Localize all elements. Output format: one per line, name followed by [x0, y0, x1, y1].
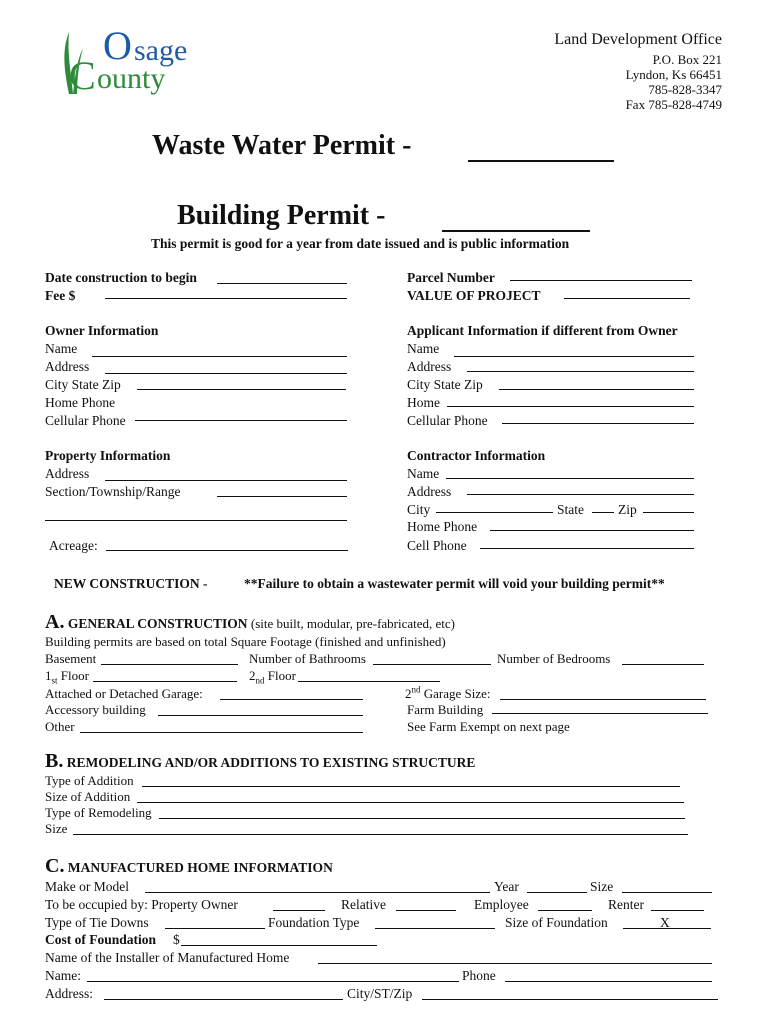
owner-name-field[interactable]	[92, 356, 347, 357]
accessory-label: Accessory building	[45, 702, 146, 717]
contractor-name-label: Name	[407, 466, 440, 481]
type-addition-field[interactable]	[142, 786, 680, 787]
contractor-state-label: State	[557, 502, 584, 517]
size-c-label: Size	[590, 879, 614, 894]
make-model-field[interactable]	[145, 892, 490, 893]
first-floor-field[interactable]	[93, 681, 237, 682]
installer-city-label: City/ST/Zip	[347, 986, 413, 1001]
section-b-title: REMODELING AND/OR ADDITIONS TO EXISTING STRUCTURE	[66, 755, 476, 770]
tie-downs-field[interactable]	[165, 928, 265, 929]
contractor-cell-field[interactable]	[480, 548, 694, 549]
type-remodel-field[interactable]	[159, 818, 685, 819]
property-address-field[interactable]	[105, 480, 347, 481]
first-floor-suffix: st	[51, 675, 58, 686]
owner-name-label: Name	[45, 341, 78, 356]
section-a-title: GENERAL CONSTRUCTION	[67, 616, 248, 631]
second-floor-word: Floor	[267, 668, 296, 683]
owner-address-field[interactable]	[105, 373, 347, 374]
type-addition-label: Type of Addition	[45, 773, 134, 788]
applicant-home-field[interactable]	[447, 406, 694, 407]
accessory-field[interactable]	[158, 715, 363, 716]
installer-phone-field[interactable]	[505, 981, 712, 982]
permit-subtitle: This permit is good for a year from date issued and is public information	[151, 236, 570, 251]
office-address-block	[554, 30, 722, 112]
contractor-address-field[interactable]	[467, 494, 694, 495]
contractor-cell-label: Cell Phone	[407, 538, 467, 553]
value-label: VALUE OF PROJECT	[407, 288, 541, 303]
cost-label: Cost of Foundation	[45, 932, 157, 947]
property-section-field-2[interactable]	[45, 520, 347, 521]
installer-address-label: Address:	[45, 986, 93, 1001]
section-a-note: (site built, modular, pre-fabricated, etc)	[250, 616, 456, 631]
acreage-field[interactable]	[106, 550, 348, 551]
contractor-zip-label: Zip	[618, 502, 637, 517]
farm-building-field[interactable]	[492, 713, 708, 714]
section-c-heading	[45, 856, 333, 878]
size-label: Size	[45, 821, 68, 836]
farm-building-label: Farm Building	[407, 702, 484, 717]
acreage-label: Acreage:	[49, 538, 98, 553]
waste-water-permit-title: Waste Water Permit -	[152, 130, 412, 161]
logo-letter-o: O	[103, 23, 132, 68]
contractor-zip-field[interactable]	[643, 512, 694, 513]
phone: 785-828-3347	[648, 82, 722, 97]
wastewater-warning: **Failure to obtain a wastewater permit will void your building permit**	[244, 576, 665, 591]
fax: Fax 785-828-4749	[625, 97, 722, 112]
applicant-name-field[interactable]	[454, 356, 694, 357]
occupied-label: To be occupied by: Property Owner	[45, 897, 238, 912]
size-addition-label: Size of Addition	[45, 789, 131, 804]
fee-field[interactable]	[105, 298, 347, 299]
foundation-size-x: X	[660, 915, 670, 930]
contractor-heading: Contractor Information	[407, 448, 546, 463]
contractor-city-label: City	[407, 502, 431, 517]
building-permit-number-line[interactable]	[442, 230, 590, 232]
property-heading: Property Information	[45, 448, 171, 463]
employee-field[interactable]	[538, 910, 592, 911]
renter-label: Renter	[608, 897, 644, 912]
logo-letter-c: C	[69, 53, 96, 98]
applicant-heading: Applicant Information if different from Owner	[407, 323, 678, 338]
first-floor-label	[45, 668, 89, 684]
second-floor-num: 2	[249, 668, 256, 683]
other-label: Other	[45, 719, 75, 734]
garage-field[interactable]	[220, 699, 363, 700]
second-floor-label	[249, 668, 296, 684]
foundation-size-label: Size of Foundation	[505, 915, 608, 930]
applicant-name-label: Name	[407, 341, 440, 356]
section-b-letter: B.	[45, 750, 64, 772]
owner-cell-field[interactable]	[135, 420, 347, 421]
tie-downs-label: Type of Tie Downs	[45, 915, 149, 930]
make-model-label: Make or Model	[45, 879, 129, 894]
property-address-label: Address	[45, 466, 90, 481]
year-label: Year	[494, 879, 519, 894]
section-a-letter: A.	[45, 611, 65, 633]
installer-city-field[interactable]	[422, 999, 718, 1000]
foundation-type-label: Foundation Type	[268, 915, 360, 930]
relative-field[interactable]	[396, 910, 456, 911]
size-c-field[interactable]	[622, 892, 712, 893]
bedrooms-label: Number of Bedrooms	[497, 651, 611, 666]
owner-city-field[interactable]	[137, 389, 346, 390]
applicant-address-field[interactable]	[467, 371, 694, 372]
owner-city-label: City State Zip	[45, 377, 121, 392]
farm-exempt-note: See Farm Exempt on next page	[407, 719, 570, 734]
contractor-address-label: Address	[407, 484, 452, 499]
second-garage-label	[405, 686, 491, 702]
date-begin-label: Date construction to begin	[45, 270, 197, 285]
property-section-field[interactable]	[217, 496, 347, 497]
foundation-type-field[interactable]	[375, 928, 495, 929]
installer-field[interactable]	[318, 963, 712, 964]
employee-label: Employee	[474, 897, 529, 912]
building-permit-title: Building Permit -	[177, 200, 386, 231]
second-floor-suffix: nd	[255, 675, 265, 686]
garage-label: Attached or Detached Garage:	[45, 686, 203, 701]
size-field[interactable]	[73, 834, 688, 835]
osage-county-logo	[55, 23, 225, 98]
bedrooms-field[interactable]	[622, 664, 704, 665]
applicant-home-label: Home	[407, 395, 440, 410]
applicant-address-label: Address	[407, 359, 452, 374]
installer-name-field[interactable]	[87, 981, 459, 982]
cost-field[interactable]	[181, 945, 377, 946]
parcel-label: Parcel Number	[407, 270, 495, 285]
second-garage-num: 2	[405, 686, 412, 701]
owner-heading: Owner Information	[45, 323, 159, 338]
renter-field[interactable]	[651, 910, 704, 911]
applicant-cell-label: Cellular Phone	[407, 413, 488, 428]
bathrooms-label: Number of Bathrooms	[249, 651, 366, 666]
contractor-home-label: Home Phone	[407, 519, 478, 534]
other-field[interactable]	[80, 732, 363, 733]
section-c-letter: C.	[45, 855, 65, 877]
parcel-field[interactable]	[510, 280, 692, 281]
section-b-heading	[45, 751, 475, 773]
second-garage-field[interactable]	[500, 699, 706, 700]
value-field[interactable]	[564, 298, 690, 299]
contractor-name-field[interactable]	[446, 478, 694, 479]
owner-home-label: Home Phone	[45, 395, 116, 410]
relative-label: Relative	[341, 897, 386, 912]
second-floor-field[interactable]	[298, 681, 440, 682]
installer-name-label: Name:	[45, 968, 81, 983]
property-owner-field[interactable]	[273, 910, 325, 911]
applicant-city-label: City State Zip	[407, 377, 483, 392]
square-footage-note: Building permits are based on total Square Footage (finished and unfinished)	[45, 634, 446, 649]
cost-dollar-sign: $	[173, 932, 180, 947]
office-name: Land Development Office	[554, 31, 722, 48]
owner-cell-label: Cellular Phone	[45, 413, 126, 428]
contractor-state-field[interactable]	[592, 512, 614, 513]
date-begin-field[interactable]	[217, 283, 347, 284]
installer-label: Name of the Installer of Manufactured Home	[45, 950, 290, 965]
bathrooms-field[interactable]	[373, 664, 491, 665]
year-field[interactable]	[527, 892, 587, 893]
logo-sage: sage	[134, 34, 188, 67]
applicant-city-field[interactable]	[499, 389, 694, 390]
section-a-heading	[45, 612, 455, 634]
installer-address-field[interactable]	[104, 999, 343, 1000]
waste-water-permit-number-line[interactable]	[468, 160, 614, 162]
owner-address-label: Address	[45, 359, 90, 374]
contractor-city-field[interactable]	[436, 512, 553, 513]
fee-label: Fee $	[45, 288, 76, 303]
logo-ounty: ounty	[97, 62, 166, 95]
second-garage-word: Garage Size:	[423, 686, 491, 701]
second-garage-suffix: nd	[411, 684, 421, 695]
city-state: Lyndon, Ks 66451	[625, 67, 722, 82]
size-addition-field[interactable]	[137, 802, 684, 803]
property-section-label: Section/Township/Range	[45, 484, 181, 499]
basement-label: Basement	[45, 651, 97, 666]
section-c-title: MANUFACTURED HOME INFORMATION	[67, 860, 333, 875]
installer-phone-label: Phone	[462, 968, 496, 983]
po-box: P.O. Box 221	[652, 52, 722, 67]
new-construction-label: NEW CONSTRUCTION -	[54, 576, 208, 591]
contractor-home-field[interactable]	[490, 530, 694, 531]
first-floor-num: 1	[45, 668, 52, 683]
applicant-cell-field[interactable]	[502, 423, 694, 424]
basement-field[interactable]	[101, 664, 238, 665]
type-remodel-label: Type of Remodeling	[45, 805, 152, 820]
first-floor-word: Floor	[60, 668, 89, 683]
